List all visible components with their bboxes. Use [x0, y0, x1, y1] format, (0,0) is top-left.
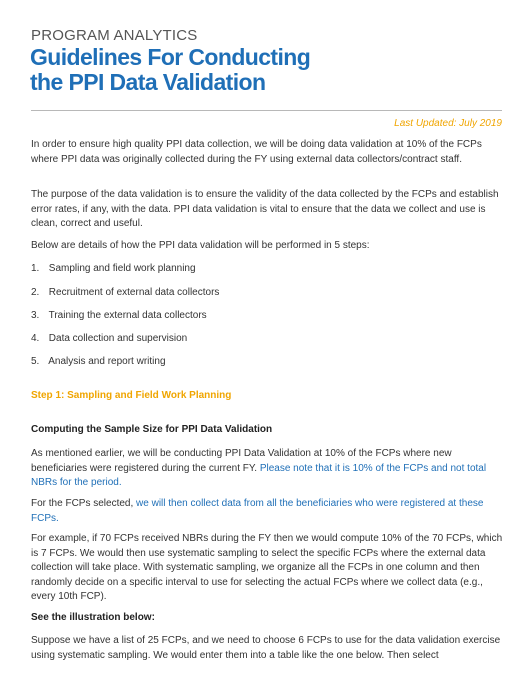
list-text: Recruitment of external data collectors — [48, 287, 220, 298]
list-item — [31, 309, 207, 324]
paragraph-text: For the FCPs selected, — [31, 498, 137, 509]
list-item — [31, 332, 187, 347]
highlight-note: Please note that it is 10% of the FCPs and not total NBRs for the period. — [31, 462, 487, 488]
list-text: Sampling and field work planning — [48, 263, 196, 274]
illustration-lead: See the illustration below: — [31, 612, 155, 623]
list-number: 5. — [31, 356, 40, 367]
document-title — [30, 45, 310, 95]
step-1-paragraph-3: For example, if 70 FCPs received NBRs during the FY then we would compute 10% of the 70 FCPs, which is 7 FCPs. We would then use systematic sampling to select the specific FCPs where the external data collection will take place. With systematic sampling, we organize all the FCPs in one column and then randomly decide on a specific interval to use for selecting the actual FCPs where we collect data (e.g., every 10th FCP). — [31, 533, 503, 602]
list-number: 2. — [31, 287, 40, 298]
step-1-paragraph-4: Suppose we have a list of 25 FCPs, and we need to choose 6 FCPs to use for the data validation exercise using systematic sampling. We would enter them into a table like the one below. Then select — [31, 635, 501, 661]
section-label: PROGRAM ANALYTICS — [31, 27, 198, 44]
step-1-paragraph-1 — [31, 447, 506, 491]
highlight-note: we will then collect data from all the beneficiaries who were registered at these FCPs. — [31, 498, 484, 524]
intro-paragraph-2: The purpose of the data validation is to ensure the validity of the data collected by the FCPs and establish error rates, if any, with the data. PPI data validation is vital to ensure that the data we collect and use is clean, correct and useful. — [31, 189, 499, 229]
list-number: 3. — [31, 310, 40, 321]
title-line-2: the PPI Data Validation — [30, 69, 266, 95]
list-text: Data collection and supervision — [48, 333, 188, 344]
step-1-heading: Step 1: Sampling and Field Work Planning — [31, 390, 232, 401]
header-divider — [31, 110, 502, 111]
list-number: 1. — [31, 263, 40, 274]
list-item — [31, 355, 166, 370]
last-updated: Last Updated: July 2019 — [394, 118, 502, 129]
step-1-paragraph-2 — [31, 497, 506, 526]
intro-paragraph-3: Below are details of how the PPI data validation will be performed in 5 steps: — [31, 240, 370, 251]
sample-size-subheading: Computing the Sample Size for PPI Data Validation — [31, 424, 273, 435]
list-number: 4. — [31, 333, 40, 344]
list-text: Training the external data collectors — [48, 310, 207, 321]
list-item — [31, 286, 219, 301]
list-item — [31, 262, 196, 277]
list-text: Analysis and report writing — [48, 356, 166, 367]
paragraph-text: As mentioned earlier, we will be conducting PPI Data Validation at 10% of the FCPs where new beneficiaries were registered during the current FY. — [31, 448, 452, 474]
title-line-1: Guidelines For Conducting — [30, 44, 311, 70]
intro-paragraph-1: In order to ensure high quality PPI data collection, we will be doing data validation at 10% of the FCPs where PPI data was originally collected during the FY using external data collectors/contract staff. — [31, 139, 482, 165]
